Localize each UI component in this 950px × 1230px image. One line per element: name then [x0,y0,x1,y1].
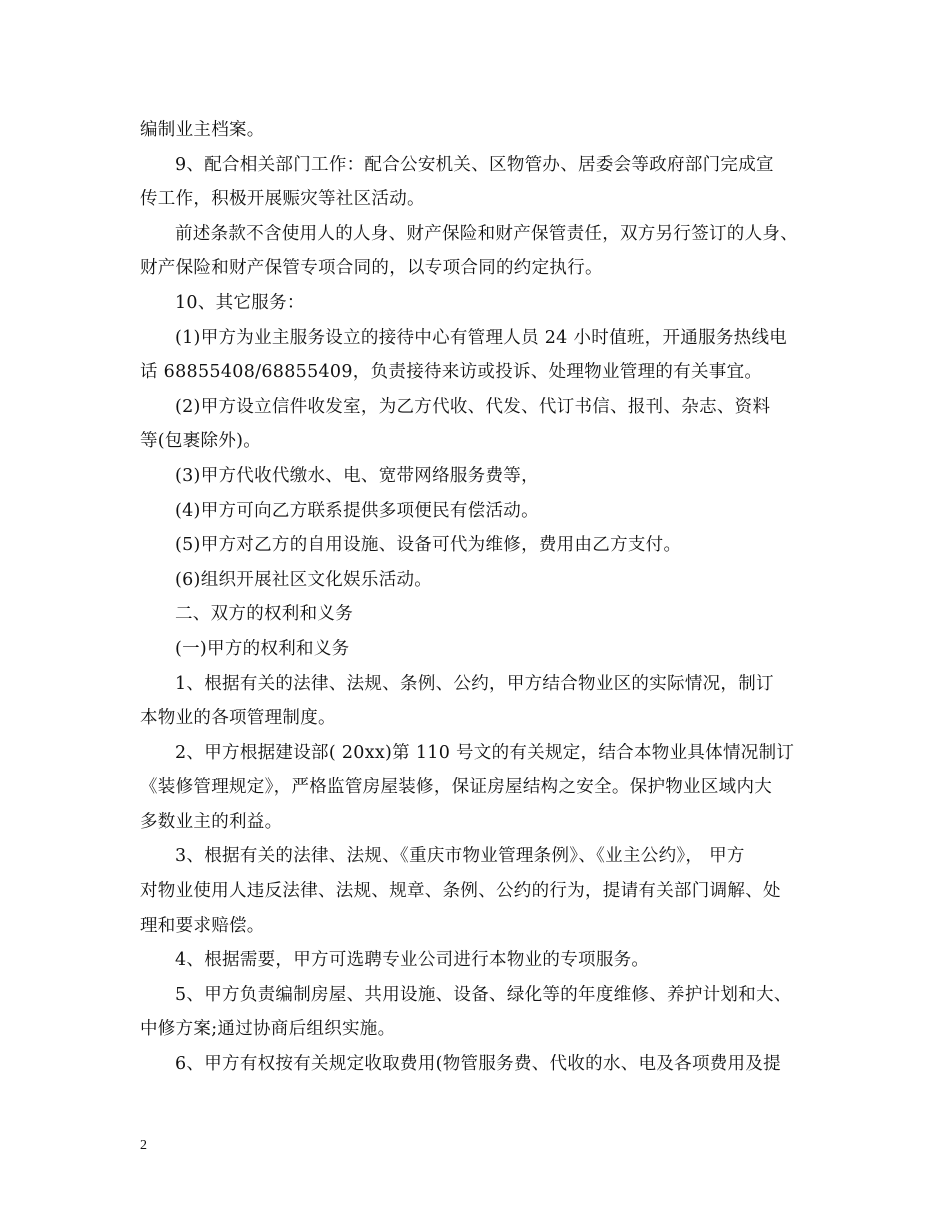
text-line: 话 68855408/68855409，负责接待来访或投诉、处理物业管理的有关事宜。 [140,362,763,383]
text-line: (2)甲方设立信件收发室，为乙方代收、代发、代订书信、报刊、杂志、资料 [175,396,771,417]
text-line: 传工作，积极开展赈灾等社区活动。 [140,189,425,210]
text-line: 1、根据有关的法律、法规、条例、公约，甲方结合物业区的实际情况，制订 [175,673,774,694]
text-line: (4)甲方可向乙方联系提供多项便民有偿活动。 [175,500,539,521]
text-line: 4、根据需要，甲方可选聘专业公司进行本物业的专项服务。 [175,950,650,971]
text-line: 对物业使用人违反法律、法规、规章、条例、公约的行为，提请有关部门调解、处 [140,881,781,902]
text-line: (1)甲方为业主服务设立的接待中心有管理人员 24 小时值班，开通服务热线电 [175,327,788,348]
text-line: 理和要求赔偿。 [140,915,265,936]
text-line: 本物业的各项管理制度。 [140,708,336,729]
text-line: 9、配合相关部门工作：配合公安机关、区物管办、居委会等政府部门完成宣 [175,154,774,175]
text-line: 等(包裹除外)。 [140,431,262,452]
text-line: 编制业主档案。 [140,120,265,140]
text-line: 10、其它服务： [175,292,305,313]
text-line: 前述条款不含使用人的人身、财产保险和财产保管责任，双方另行签订的人身、 [175,223,798,244]
text-line: 中修方案;通过协商后组织实施。 [140,1019,396,1040]
text-line: 《装修管理规定》，严格监管房屋装修，保证房屋结构之安全。保护物业区域内大 [140,777,773,798]
text-line: 二、双方的权利和义务 [175,604,353,625]
text-line: 多数业主的利益。 [140,811,283,832]
text-line: 5、甲方负责编制房屋、共用设施、设备、绿化等的年度维修、养护计划和大、 [175,984,792,1005]
text-line: (3)甲方代收代缴水、电、宽带网络服务费等， [175,465,539,486]
text-line: 财产保险和财产保管专项合同的，以专项合同的约定执行。 [140,258,603,279]
page-number: 2 [140,1138,147,1153]
text-line: (6)组织开展社区文化娱乐活动。 [175,569,433,590]
text-line: (一)甲方的权利和义务 [175,638,350,659]
text-line: 6、甲方有权按有关规定收取费用(物管服务费、代收的水、电及各项费用及提 [175,1054,781,1075]
text-line: (5)甲方对乙方的自用设施、设备可代为维修，费用由乙方支付。 [175,535,682,556]
document-body [140,113,812,1082]
text-line: 3、根据有关的法律、法规、《重庆市物业管理条例》、《业主公约》， 甲方 [175,846,745,867]
text-line: 2、甲方根据建设部( 20xx)第 110 号文的有关规定，结合本物业具体情况制订 [175,742,795,763]
